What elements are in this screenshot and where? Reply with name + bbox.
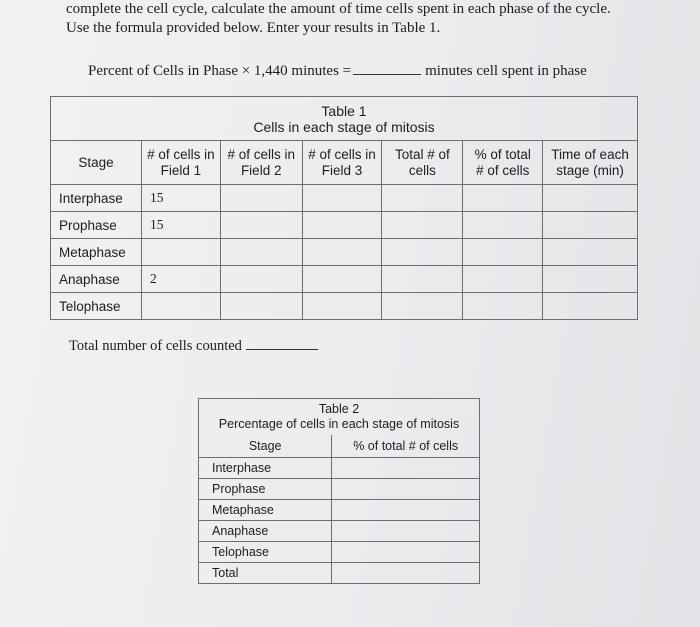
total-cell[interactable] bbox=[382, 239, 463, 266]
header-stage: Stage bbox=[51, 141, 142, 185]
field-1-cell[interactable]: 2 bbox=[141, 266, 220, 293]
total-cells-label: Total number of cells counted bbox=[69, 338, 242, 354]
stage-cell: Telophase bbox=[199, 542, 332, 563]
percent-cell[interactable] bbox=[332, 458, 480, 479]
field-2-cell[interactable] bbox=[220, 293, 302, 320]
time-cell[interactable] bbox=[543, 266, 638, 293]
formula-left: Percent of Cells in Phase × 1,440 minutes = bbox=[88, 63, 352, 79]
total-cell[interactable] bbox=[382, 266, 463, 293]
percent-cell[interactable] bbox=[463, 239, 543, 266]
instructions-line-1: complete the cell cycle, calculate the amount of time cells spent in each phase of the cycle. bbox=[66, 1, 611, 17]
time-cell[interactable] bbox=[543, 185, 638, 212]
stage-cell: Interphase bbox=[199, 458, 332, 479]
field-3-cell[interactable] bbox=[302, 239, 382, 266]
table-2-subtitle: Percentage of cells in each stage of mitosis bbox=[218, 417, 460, 431]
header-percent-total: % of total # of cells bbox=[463, 141, 543, 185]
instructions-line-2: Use the formula provided below. Enter your results in Table 1. bbox=[66, 20, 441, 36]
field-1-cell[interactable] bbox=[141, 239, 220, 266]
percent-cell[interactable] bbox=[463, 266, 543, 293]
field-2-cell[interactable] bbox=[220, 185, 302, 212]
table-row bbox=[199, 500, 480, 521]
table-2 bbox=[198, 398, 480, 584]
table-1 bbox=[50, 96, 638, 320]
total-cell[interactable] bbox=[382, 212, 463, 239]
field-1-cell[interactable]: 15 bbox=[141, 212, 220, 239]
stage-cell: Metaphase bbox=[51, 239, 142, 266]
total-cells-counted bbox=[69, 335, 318, 355]
header-field-2: # of cells in Field 2 bbox=[220, 141, 302, 185]
time-cell[interactable] bbox=[543, 212, 638, 239]
formula-blank bbox=[353, 60, 421, 75]
percent-cell[interactable] bbox=[463, 212, 543, 239]
percent-cell[interactable] bbox=[332, 563, 480, 584]
time-cell[interactable] bbox=[543, 293, 638, 320]
table-1-title: Table 1 bbox=[321, 102, 367, 119]
field-1-cell[interactable] bbox=[141, 293, 220, 320]
total-cells-blank[interactable] bbox=[246, 335, 318, 350]
field-2-cell[interactable] bbox=[220, 239, 302, 266]
table-row bbox=[51, 266, 638, 293]
table-1-subtitle: Cells in each stage of mitosis bbox=[253, 118, 435, 135]
table-row bbox=[51, 212, 638, 239]
table-2-header-stage: Stage bbox=[199, 435, 332, 458]
stage-cell: Anaphase bbox=[51, 266, 142, 293]
stage-cell: Prophase bbox=[199, 479, 332, 500]
table-row bbox=[51, 185, 638, 212]
formula-line bbox=[88, 60, 587, 80]
header-total-cells: Total # of cells bbox=[382, 141, 463, 185]
header-field-1: # of cells in Field 1 bbox=[141, 141, 220, 185]
field-2-cell[interactable] bbox=[220, 212, 302, 239]
percent-cell[interactable] bbox=[332, 479, 480, 500]
percent-cell[interactable] bbox=[332, 521, 480, 542]
table-row bbox=[199, 521, 480, 542]
table-row bbox=[199, 542, 480, 563]
table-2-header-percent: % of total # of cells bbox=[332, 435, 480, 458]
table-1-caption bbox=[51, 97, 638, 141]
total-cell[interactable] bbox=[382, 293, 463, 320]
field-3-cell[interactable] bbox=[302, 212, 382, 239]
header-field-3: # of cells in Field 3 bbox=[302, 141, 382, 185]
percent-cell[interactable] bbox=[332, 542, 480, 563]
field-3-cell[interactable] bbox=[302, 266, 382, 293]
table-row bbox=[51, 239, 638, 266]
table-row bbox=[51, 293, 638, 320]
field-3-cell[interactable] bbox=[302, 293, 382, 320]
table-row bbox=[199, 458, 480, 479]
field-2-cell[interactable] bbox=[220, 266, 302, 293]
table-2-title: Table 2 bbox=[318, 402, 360, 416]
formula-right: minutes cell spent in phase bbox=[425, 63, 587, 79]
stage-cell: Telophase bbox=[51, 293, 142, 320]
stage-cell: Interphase bbox=[51, 185, 142, 212]
percent-cell[interactable] bbox=[332, 500, 480, 521]
field-3-cell[interactable] bbox=[302, 185, 382, 212]
total-cell[interactable] bbox=[382, 185, 463, 212]
instructions-text bbox=[66, 0, 696, 38]
table-2-caption bbox=[199, 399, 480, 436]
table-row bbox=[199, 479, 480, 500]
stage-cell: Total bbox=[199, 563, 332, 584]
field-1-cell[interactable]: 15 bbox=[141, 185, 220, 212]
time-cell[interactable] bbox=[543, 239, 638, 266]
header-time-stage: Time of each stage (min) bbox=[543, 141, 638, 185]
stage-cell: Prophase bbox=[51, 212, 142, 239]
stage-cell: Metaphase bbox=[199, 500, 332, 521]
stage-cell: Anaphase bbox=[199, 521, 332, 542]
percent-cell[interactable] bbox=[463, 293, 543, 320]
percent-cell[interactable] bbox=[463, 185, 543, 212]
table-row bbox=[199, 563, 480, 584]
